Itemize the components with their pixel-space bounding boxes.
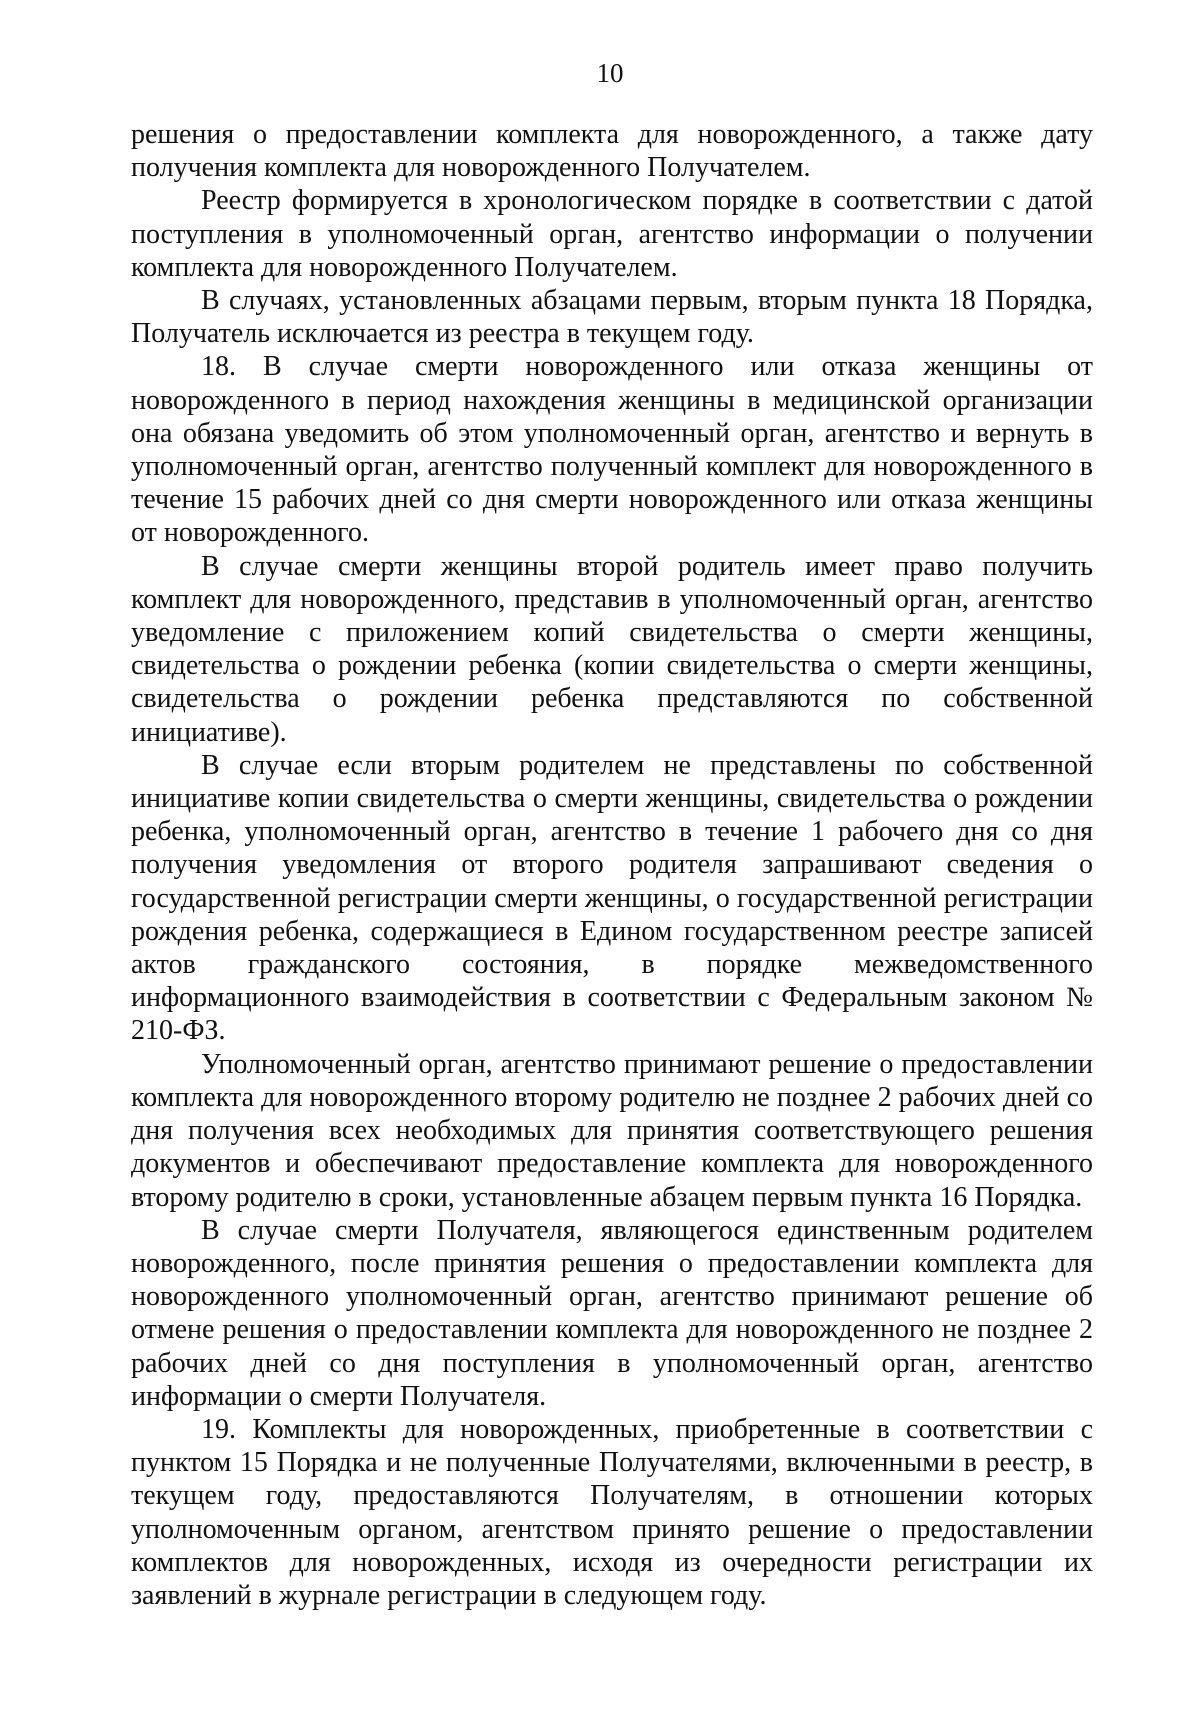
- page-number: 10: [596, 58, 624, 88]
- paragraph-5: В случае смерти женщины второй родитель имеет право получить комплект для новорожденного, представив в уполномоченный орган, агентство уведомление с приложением копий свидетельства о смерти женщины, свидетельства о рождении ребенка (копии свидетельства о смерти женщины, свидетельства о рождении ребенка представляются по собственной инициативе).: [131, 550, 1093, 748]
- paragraph-6: В случае если вторым родителем не представлены по собственной инициативе копии свидетельства о смерти женщины, свидетельства о рождении ребенка, уполномоченный орган, агентство в течение 1 рабочего дня со дня получения уведомления от второго родителя запрашивают сведения о государственной регистрации смерти женщины, о государственной регистрации рождения ребенка, содержащиеся в Едином государственном реестре записей актов гражданского состояния, в порядке межведомственного информационного взаимодействия в соответствии с Федеральным законом № 210-ФЗ.: [131, 749, 1093, 1047]
- paragraph-9: 19. Комплекты для новорожденных, приобретенные в соответствии с пунктом 15 Порядка и не полученные Получателями, включенными в реестр, в текущем году, предоставляются Получателям, в отношении которых уполномоченным органом, агентством принято решение о предоставлении комплектов для новорожденных, исходя из очередности регистрации их заявлений в журнале регистрации в следующем году.: [131, 1413, 1093, 1611]
- paragraph-2: Реестр формируется в хронологическом порядке в соответствии с датой поступления в уполномоченный орган, агентство информации о получении комплекта для новорожденного Получателем.: [131, 185, 1093, 283]
- document-body: [131, 118, 1093, 1612]
- paragraph-7: Уполномоченный орган, агентство принимают решение о предоставлении комплекта для новорожденного второму родителю не позднее 2 рабочих дней со дня получения всех необходимых для принятия соответствующего решения документов и обеспечивают предоставление комплекта для новорожденного второму родителю в сроки, установленные абзацем первым пункта 16 Порядка.: [131, 1048, 1093, 1213]
- paragraph-3: В случаях, установленных абзацами первым, вторым пункта 18 Порядка, Получатель исключается из реестра в текущем году.: [131, 285, 1093, 350]
- paragraph-8: В случае смерти Получателя, являющегося единственным родителем новорожденного, после принятия решения о предоставлении комплекта для новорожденного уполномоченный орган, агентство принимают решение об отмене решения о предоставлении комплекта для новорожденного не позднее 2 рабочих дней со дня поступления в уполномоченный орган, агентство информации о смерти Получателя.: [131, 1214, 1093, 1412]
- paragraph-1: решения о предоставлении комплекта для новорожденного, а также дату получения комплекта для новорожденного Получателем.: [131, 119, 1093, 184]
- paragraph-4: 18. В случае смерти новорожденного или отказа женщины от новорожденного в период нахождения женщины в медицинской организации она обязана уведомить об этом уполномоченный орган, агентство и вернуть в уполномоченный орган, агентство полученный комплект для новорожденного в течение 15 рабочих дней со дня смерти новорожденного или отказа женщины от новорожденного.: [131, 351, 1093, 549]
